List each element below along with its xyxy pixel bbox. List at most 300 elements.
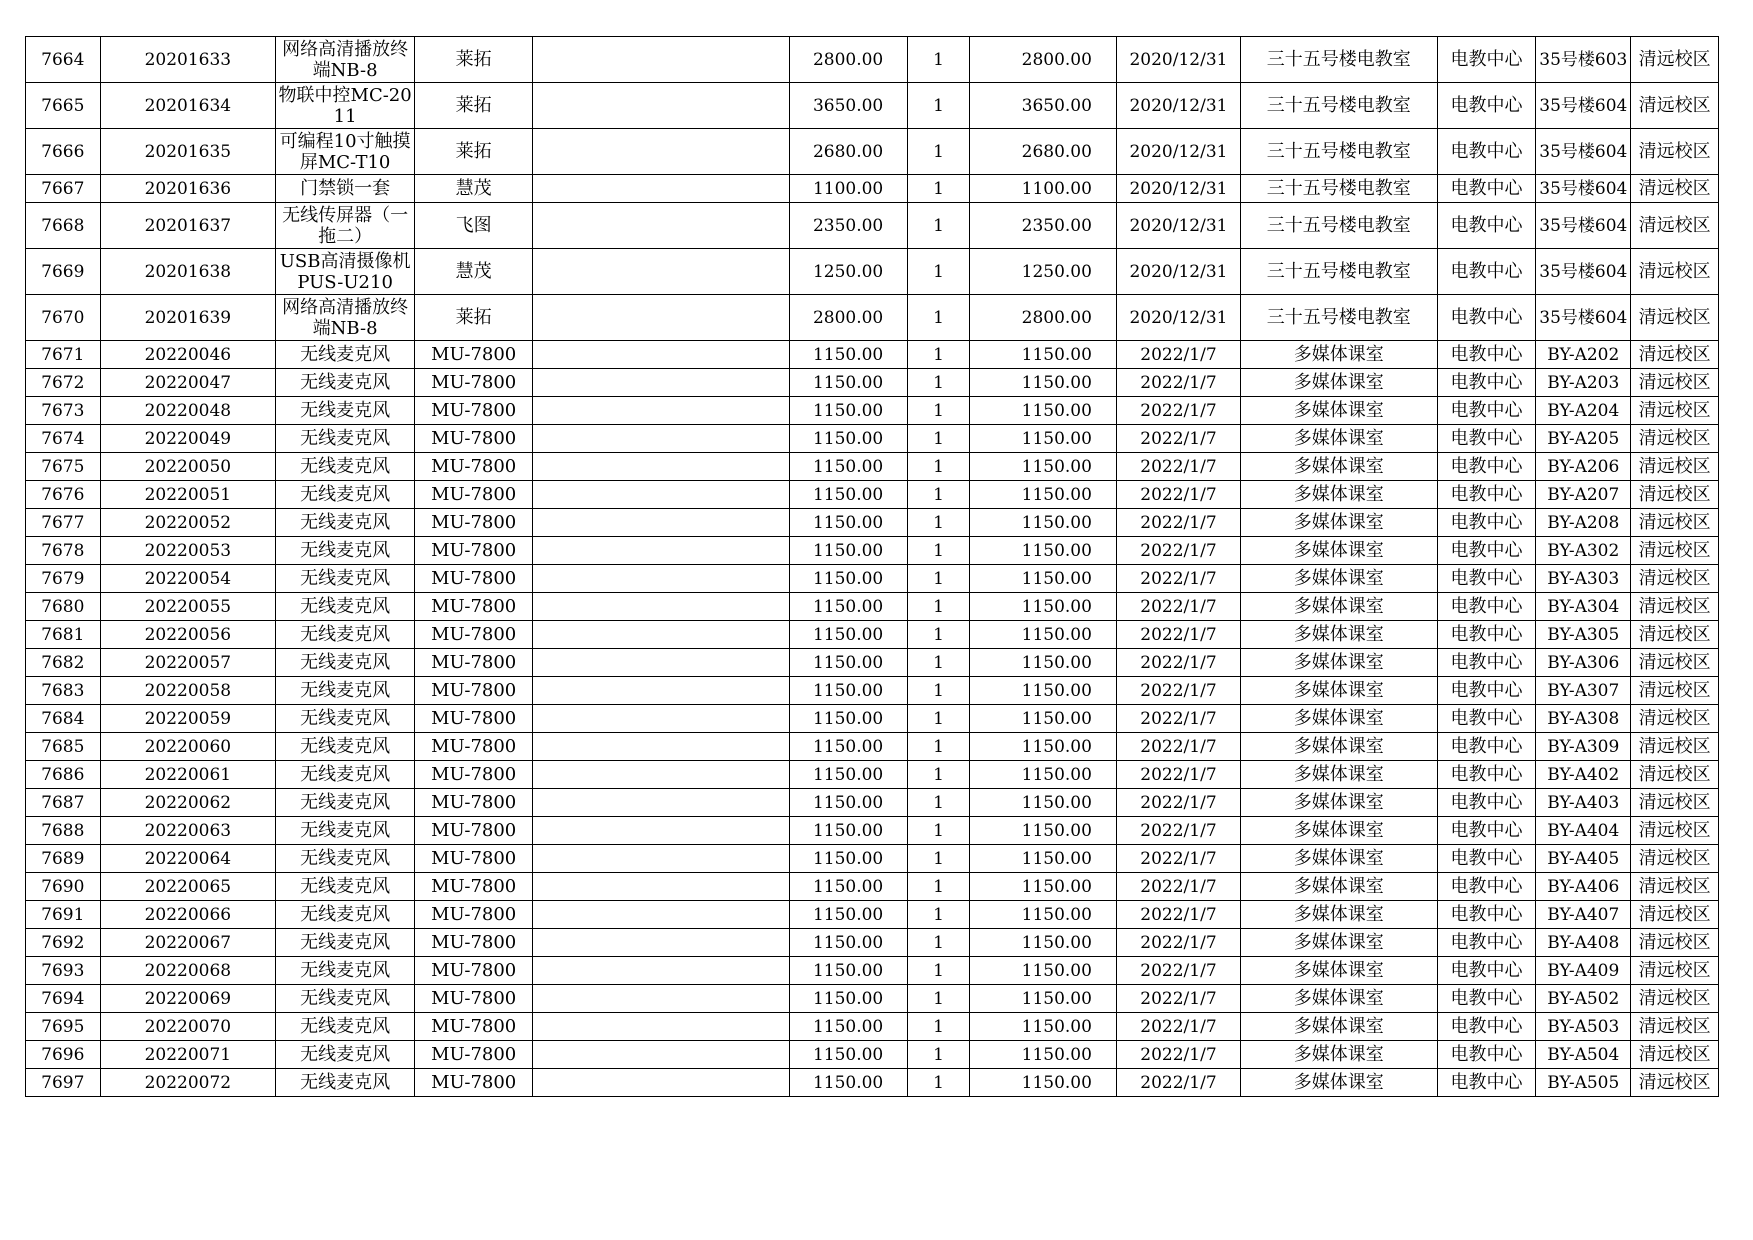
model-cell: MU-7800 — [415, 789, 533, 817]
use-cell: 三十五号楼电教室 — [1240, 203, 1437, 249]
date-cell: 2022/1/7 — [1116, 901, 1240, 929]
dept-cell: 电教中心 — [1437, 621, 1536, 649]
name-cell: 无线麦克风 — [276, 425, 415, 453]
amount-cell: 3650.00 — [969, 83, 1116, 129]
date-cell: 2022/1/7 — [1116, 509, 1240, 537]
table-row — [26, 649, 1719, 677]
spec-cell — [533, 817, 790, 845]
qty-cell: 1 — [908, 677, 970, 705]
use-cell: 多媒体课室 — [1240, 593, 1437, 621]
date-cell: 2022/1/7 — [1116, 1041, 1240, 1069]
table-row — [26, 203, 1719, 249]
date-cell: 2022/1/7 — [1116, 621, 1240, 649]
name-cell: 可编程10寸触摸屏MC-T10 — [276, 129, 415, 175]
dept-cell: 电教中心 — [1437, 677, 1536, 705]
campus-cell: 清远校区 — [1631, 397, 1719, 425]
dept-cell: 电教中心 — [1437, 1041, 1536, 1069]
date-cell: 2020/12/31 — [1116, 37, 1240, 83]
price-cell: 2800.00 — [790, 37, 908, 83]
qty-cell: 1 — [908, 129, 970, 175]
qty-cell: 1 — [908, 733, 970, 761]
campus-cell: 清远校区 — [1631, 761, 1719, 789]
amount-cell: 1150.00 — [969, 901, 1116, 929]
use-cell: 三十五号楼电教室 — [1240, 83, 1437, 129]
dept-cell: 电教中心 — [1437, 1069, 1536, 1097]
model-cell: MU-7800 — [415, 649, 533, 677]
date-cell: 2022/1/7 — [1116, 593, 1240, 621]
date-cell: 2022/1/7 — [1116, 537, 1240, 565]
amount-cell: 1150.00 — [969, 621, 1116, 649]
date-cell: 2022/1/7 — [1116, 649, 1240, 677]
room-cell: BY-A404 — [1536, 817, 1631, 845]
qty-cell: 1 — [908, 175, 970, 203]
table-row — [26, 295, 1719, 341]
use-cell: 多媒体课室 — [1240, 789, 1437, 817]
model-cell: MU-7800 — [415, 1013, 533, 1041]
price-cell: 1150.00 — [790, 817, 908, 845]
room-cell: 35号楼604 — [1536, 129, 1631, 175]
code-cell: 20220066 — [100, 901, 275, 929]
model-cell: MU-7800 — [415, 733, 533, 761]
use-cell: 多媒体课室 — [1240, 565, 1437, 593]
code-cell: 20220049 — [100, 425, 275, 453]
price-cell: 1150.00 — [790, 453, 908, 481]
name-cell: 无线传屏器（一拖二） — [276, 203, 415, 249]
room-cell: BY-A207 — [1536, 481, 1631, 509]
use-cell: 多媒体课室 — [1240, 397, 1437, 425]
qty-cell: 1 — [908, 845, 970, 873]
spec-cell — [533, 649, 790, 677]
code-cell: 20201638 — [100, 249, 275, 295]
campus-cell: 清远校区 — [1631, 481, 1719, 509]
qty-cell: 1 — [908, 901, 970, 929]
name-cell: 无线麦克风 — [276, 397, 415, 425]
date-cell: 2020/12/31 — [1116, 203, 1240, 249]
table-row — [26, 537, 1719, 565]
spec-cell — [533, 761, 790, 789]
dept-cell: 电教中心 — [1437, 649, 1536, 677]
name-cell: 无线麦克风 — [276, 565, 415, 593]
code-cell: 20220058 — [100, 677, 275, 705]
code-cell: 20220068 — [100, 957, 275, 985]
amount-cell: 1150.00 — [969, 341, 1116, 369]
code-cell: 20201634 — [100, 83, 275, 129]
date-cell: 2022/1/7 — [1116, 929, 1240, 957]
date-cell: 2020/12/31 — [1116, 83, 1240, 129]
room-cell: 35号楼604 — [1536, 295, 1631, 341]
date-cell: 2022/1/7 — [1116, 985, 1240, 1013]
seq-cell: 7667 — [26, 175, 101, 203]
amount-cell: 1150.00 — [969, 425, 1116, 453]
date-cell: 2022/1/7 — [1116, 957, 1240, 985]
amount-cell: 1150.00 — [969, 985, 1116, 1013]
campus-cell: 清远校区 — [1631, 649, 1719, 677]
code-cell: 20220061 — [100, 761, 275, 789]
name-cell: 无线麦克风 — [276, 341, 415, 369]
use-cell: 三十五号楼电教室 — [1240, 175, 1437, 203]
model-cell: MU-7800 — [415, 509, 533, 537]
seq-cell: 7687 — [26, 789, 101, 817]
price-cell: 1150.00 — [790, 1069, 908, 1097]
campus-cell: 清远校区 — [1631, 817, 1719, 845]
room-cell: BY-A303 — [1536, 565, 1631, 593]
name-cell: 无线麦克风 — [276, 453, 415, 481]
table-row — [26, 83, 1719, 129]
amount-cell: 1150.00 — [969, 481, 1116, 509]
seq-cell: 7682 — [26, 649, 101, 677]
name-cell: 无线麦克风 — [276, 789, 415, 817]
amount-cell: 2800.00 — [969, 37, 1116, 83]
spec-cell — [533, 453, 790, 481]
room-cell: BY-A406 — [1536, 873, 1631, 901]
date-cell: 2020/12/31 — [1116, 175, 1240, 203]
dept-cell: 电教中心 — [1437, 425, 1536, 453]
price-cell: 1150.00 — [790, 705, 908, 733]
spec-cell — [533, 957, 790, 985]
seq-cell: 7685 — [26, 733, 101, 761]
name-cell: 无线麦克风 — [276, 481, 415, 509]
campus-cell: 清远校区 — [1631, 425, 1719, 453]
code-cell: 20220046 — [100, 341, 275, 369]
model-cell: MU-7800 — [415, 817, 533, 845]
model-cell: MU-7800 — [415, 593, 533, 621]
use-cell: 多媒体课室 — [1240, 873, 1437, 901]
use-cell: 多媒体课室 — [1240, 677, 1437, 705]
use-cell: 多媒体课室 — [1240, 621, 1437, 649]
qty-cell: 1 — [908, 705, 970, 733]
seq-cell: 7673 — [26, 397, 101, 425]
date-cell: 2022/1/7 — [1116, 845, 1240, 873]
name-cell: 无线麦克风 — [276, 761, 415, 789]
model-cell: MU-7800 — [415, 565, 533, 593]
name-cell: 网络高清播放终端NB-8 — [276, 37, 415, 83]
table-row — [26, 425, 1719, 453]
seq-cell: 7666 — [26, 129, 101, 175]
model-cell: 莱拓 — [415, 129, 533, 175]
amount-cell: 1150.00 — [969, 509, 1116, 537]
model-cell: MU-7800 — [415, 1069, 533, 1097]
name-cell: 无线麦克风 — [276, 1069, 415, 1097]
amount-cell: 1150.00 — [969, 845, 1116, 873]
spec-cell — [533, 789, 790, 817]
campus-cell: 清远校区 — [1631, 957, 1719, 985]
table-row — [26, 1041, 1719, 1069]
dept-cell: 电教中心 — [1437, 175, 1536, 203]
use-cell: 三十五号楼电教室 — [1240, 249, 1437, 295]
name-cell: 无线麦克风 — [276, 369, 415, 397]
price-cell: 1150.00 — [790, 733, 908, 761]
date-cell: 2022/1/7 — [1116, 369, 1240, 397]
campus-cell: 清远校区 — [1631, 37, 1719, 83]
table-row — [26, 249, 1719, 295]
use-cell: 多媒体课室 — [1240, 761, 1437, 789]
date-cell: 2022/1/7 — [1116, 761, 1240, 789]
amount-cell: 1150.00 — [969, 789, 1116, 817]
campus-cell: 清远校区 — [1631, 203, 1719, 249]
name-cell: 无线麦克风 — [276, 593, 415, 621]
room-cell: BY-A308 — [1536, 705, 1631, 733]
qty-cell: 1 — [908, 37, 970, 83]
model-cell: MU-7800 — [415, 705, 533, 733]
dept-cell: 电教中心 — [1437, 565, 1536, 593]
date-cell: 2022/1/7 — [1116, 733, 1240, 761]
use-cell: 多媒体课室 — [1240, 705, 1437, 733]
amount-cell: 1100.00 — [969, 175, 1116, 203]
price-cell: 1150.00 — [790, 621, 908, 649]
amount-cell: 1150.00 — [969, 733, 1116, 761]
amount-cell: 1150.00 — [969, 649, 1116, 677]
room-cell: 35号楼604 — [1536, 175, 1631, 203]
model-cell: MU-7800 — [415, 397, 533, 425]
table-row — [26, 677, 1719, 705]
amount-cell: 1150.00 — [969, 873, 1116, 901]
table-row — [26, 481, 1719, 509]
model-cell: MU-7800 — [415, 761, 533, 789]
code-cell: 20201633 — [100, 37, 275, 83]
name-cell: 无线麦克风 — [276, 929, 415, 957]
seq-cell: 7694 — [26, 985, 101, 1013]
qty-cell: 1 — [908, 817, 970, 845]
seq-cell: 7689 — [26, 845, 101, 873]
seq-cell: 7670 — [26, 295, 101, 341]
amount-cell: 1150.00 — [969, 369, 1116, 397]
amount-cell: 1150.00 — [969, 761, 1116, 789]
spec-cell — [533, 341, 790, 369]
date-cell: 2020/12/31 — [1116, 249, 1240, 295]
use-cell: 三十五号楼电教室 — [1240, 37, 1437, 83]
campus-cell: 清远校区 — [1631, 509, 1719, 537]
room-cell: BY-A202 — [1536, 341, 1631, 369]
seq-cell: 7691 — [26, 901, 101, 929]
seq-cell: 7668 — [26, 203, 101, 249]
dept-cell: 电教中心 — [1437, 817, 1536, 845]
campus-cell: 清远校区 — [1631, 985, 1719, 1013]
dept-cell: 电教中心 — [1437, 985, 1536, 1013]
table-row — [26, 957, 1719, 985]
price-cell: 2800.00 — [790, 295, 908, 341]
price-cell: 1150.00 — [790, 1041, 908, 1069]
code-cell: 20220070 — [100, 1013, 275, 1041]
date-cell: 2022/1/7 — [1116, 481, 1240, 509]
table-row — [26, 705, 1719, 733]
seq-cell: 7664 — [26, 37, 101, 83]
spec-cell — [533, 985, 790, 1013]
table-row — [26, 929, 1719, 957]
use-cell: 多媒体课室 — [1240, 1069, 1437, 1097]
code-cell: 20220062 — [100, 789, 275, 817]
code-cell: 20201639 — [100, 295, 275, 341]
dept-cell: 电教中心 — [1437, 129, 1536, 175]
seq-cell: 7681 — [26, 621, 101, 649]
price-cell: 1150.00 — [790, 761, 908, 789]
model-cell: MU-7800 — [415, 845, 533, 873]
dept-cell: 电教中心 — [1437, 1013, 1536, 1041]
campus-cell: 清远校区 — [1631, 677, 1719, 705]
seq-cell: 7680 — [26, 593, 101, 621]
dept-cell: 电教中心 — [1437, 453, 1536, 481]
spec-cell — [533, 509, 790, 537]
code-cell: 20220069 — [100, 985, 275, 1013]
campus-cell: 清远校区 — [1631, 341, 1719, 369]
price-cell: 1150.00 — [790, 425, 908, 453]
code-cell: 20220071 — [100, 1041, 275, 1069]
spec-cell — [533, 901, 790, 929]
name-cell: 无线麦克风 — [276, 537, 415, 565]
room-cell: BY-A407 — [1536, 901, 1631, 929]
qty-cell: 1 — [908, 649, 970, 677]
seq-cell: 7671 — [26, 341, 101, 369]
room-cell: BY-A503 — [1536, 1013, 1631, 1041]
use-cell: 多媒体课室 — [1240, 1013, 1437, 1041]
seq-cell: 7679 — [26, 565, 101, 593]
table-row — [26, 1069, 1719, 1097]
qty-cell: 1 — [908, 873, 970, 901]
use-cell: 多媒体课室 — [1240, 845, 1437, 873]
qty-cell: 1 — [908, 397, 970, 425]
table-row — [26, 369, 1719, 397]
table-row — [26, 733, 1719, 761]
table-row — [26, 397, 1719, 425]
price-cell: 1150.00 — [790, 985, 908, 1013]
spec-cell — [533, 705, 790, 733]
use-cell: 三十五号楼电教室 — [1240, 295, 1437, 341]
amount-cell: 1150.00 — [969, 453, 1116, 481]
price-cell: 1150.00 — [790, 649, 908, 677]
room-cell: 35号楼604 — [1536, 249, 1631, 295]
use-cell: 多媒体课室 — [1240, 929, 1437, 957]
spec-cell — [533, 1041, 790, 1069]
spec-cell — [533, 565, 790, 593]
dept-cell: 电教中心 — [1437, 509, 1536, 537]
table-row — [26, 985, 1719, 1013]
spec-cell — [533, 845, 790, 873]
seq-cell: 7684 — [26, 705, 101, 733]
room-cell: BY-A206 — [1536, 453, 1631, 481]
asset-table — [25, 36, 1719, 1097]
code-cell: 20220064 — [100, 845, 275, 873]
date-cell: 2020/12/31 — [1116, 295, 1240, 341]
spec-cell — [533, 249, 790, 295]
qty-cell: 1 — [908, 1041, 970, 1069]
seq-cell: 7686 — [26, 761, 101, 789]
date-cell: 2022/1/7 — [1116, 705, 1240, 733]
table-row — [26, 873, 1719, 901]
dept-cell: 电教中心 — [1437, 789, 1536, 817]
qty-cell: 1 — [908, 565, 970, 593]
seq-cell: 7692 — [26, 929, 101, 957]
amount-cell: 1150.00 — [969, 565, 1116, 593]
name-cell: 无线麦克风 — [276, 873, 415, 901]
table-row — [26, 129, 1719, 175]
use-cell: 多媒体课室 — [1240, 341, 1437, 369]
code-cell: 20220054 — [100, 565, 275, 593]
price-cell: 1150.00 — [790, 565, 908, 593]
amount-cell: 1150.00 — [969, 537, 1116, 565]
campus-cell: 清远校区 — [1631, 1013, 1719, 1041]
date-cell: 2022/1/7 — [1116, 425, 1240, 453]
amount-cell: 1150.00 — [969, 1041, 1116, 1069]
room-cell: BY-A307 — [1536, 677, 1631, 705]
room-cell: BY-A203 — [1536, 369, 1631, 397]
date-cell: 2022/1/7 — [1116, 453, 1240, 481]
room-cell: BY-A205 — [1536, 425, 1631, 453]
dept-cell: 电教中心 — [1437, 481, 1536, 509]
campus-cell: 清远校区 — [1631, 733, 1719, 761]
campus-cell: 清远校区 — [1631, 873, 1719, 901]
code-cell: 20220052 — [100, 509, 275, 537]
name-cell: 网络高清播放终端NB-8 — [276, 295, 415, 341]
model-cell: MU-7800 — [415, 369, 533, 397]
dept-cell: 电教中心 — [1437, 397, 1536, 425]
seq-cell: 7683 — [26, 677, 101, 705]
price-cell: 1150.00 — [790, 341, 908, 369]
model-cell: 慧茂 — [415, 175, 533, 203]
campus-cell: 清远校区 — [1631, 565, 1719, 593]
price-cell: 2680.00 — [790, 129, 908, 175]
campus-cell: 清远校区 — [1631, 369, 1719, 397]
price-cell: 1250.00 — [790, 249, 908, 295]
campus-cell: 清远校区 — [1631, 175, 1719, 203]
qty-cell: 1 — [908, 369, 970, 397]
model-cell: MU-7800 — [415, 985, 533, 1013]
campus-cell: 清远校区 — [1631, 1041, 1719, 1069]
qty-cell: 1 — [908, 761, 970, 789]
seq-cell: 7672 — [26, 369, 101, 397]
spec-cell — [533, 621, 790, 649]
code-cell: 20220072 — [100, 1069, 275, 1097]
room-cell: BY-A402 — [1536, 761, 1631, 789]
spec-cell — [533, 593, 790, 621]
date-cell: 2022/1/7 — [1116, 341, 1240, 369]
campus-cell: 清远校区 — [1631, 621, 1719, 649]
qty-cell: 1 — [908, 249, 970, 295]
model-cell: MU-7800 — [415, 425, 533, 453]
campus-cell: 清远校区 — [1631, 901, 1719, 929]
spec-cell — [533, 1013, 790, 1041]
qty-cell: 1 — [908, 1069, 970, 1097]
code-cell: 20220055 — [100, 593, 275, 621]
dept-cell: 电教中心 — [1437, 295, 1536, 341]
price-cell: 1150.00 — [790, 929, 908, 957]
name-cell: 无线麦克风 — [276, 509, 415, 537]
model-cell: MU-7800 — [415, 537, 533, 565]
use-cell: 多媒体课室 — [1240, 649, 1437, 677]
use-cell: 多媒体课室 — [1240, 537, 1437, 565]
campus-cell: 清远校区 — [1631, 1069, 1719, 1097]
spec-cell — [533, 397, 790, 425]
name-cell: 无线麦克风 — [276, 1013, 415, 1041]
table-row — [26, 37, 1719, 83]
room-cell: BY-A409 — [1536, 957, 1631, 985]
spec-cell — [533, 37, 790, 83]
table-row — [26, 509, 1719, 537]
code-cell: 20220057 — [100, 649, 275, 677]
model-cell: 飞图 — [415, 203, 533, 249]
use-cell: 多媒体课室 — [1240, 425, 1437, 453]
code-cell: 20220056 — [100, 621, 275, 649]
dept-cell: 电教中心 — [1437, 37, 1536, 83]
spec-cell — [533, 295, 790, 341]
room-cell: BY-A204 — [1536, 397, 1631, 425]
qty-cell: 1 — [908, 593, 970, 621]
dept-cell: 电教中心 — [1437, 929, 1536, 957]
price-cell: 1150.00 — [790, 901, 908, 929]
spec-cell — [533, 481, 790, 509]
use-cell: 多媒体课室 — [1240, 957, 1437, 985]
amount-cell: 1150.00 — [969, 1013, 1116, 1041]
amount-cell: 1250.00 — [969, 249, 1116, 295]
date-cell: 2022/1/7 — [1116, 1069, 1240, 1097]
